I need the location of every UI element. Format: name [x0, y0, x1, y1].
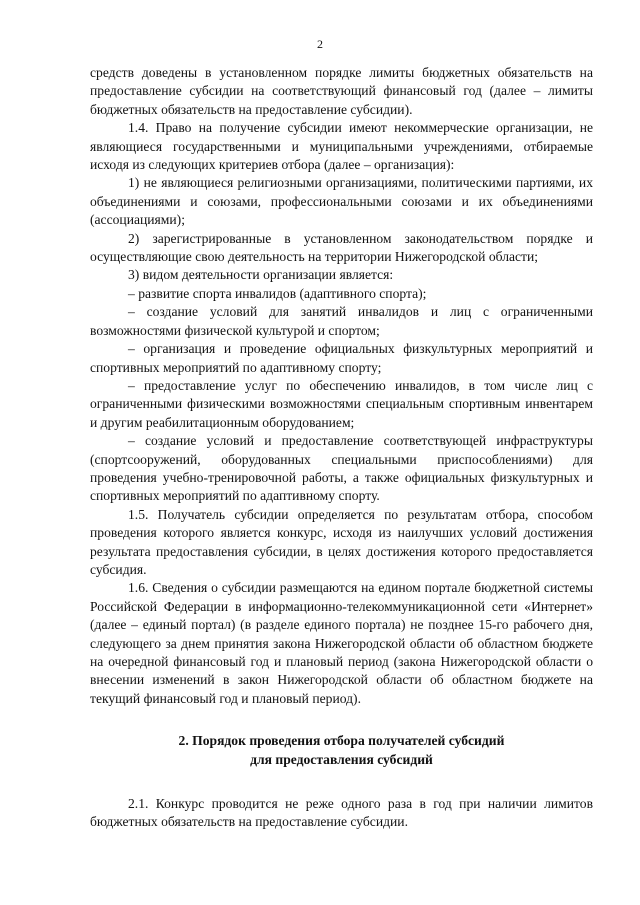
document-body	[90, 64, 593, 832]
page-number: 2	[317, 37, 323, 51]
criterion-3: 3) видом деятельности организации является:	[128, 267, 394, 283]
activity-item-5: – создание условий и предоставление соответствующей инфраструктуры (спортсооружений, оборудованных специальными приспособлениями) для проведения учебно-тренировочной работы, а также официальных физкультурных и спортивных мероприятий по адаптивному спорту.	[90, 433, 593, 504]
section-heading-line-2: для предоставления субсидий	[250, 751, 433, 767]
criterion-1: 1) не являющиеся религиозными организациями, политическими партиями, их объединениями и союзами, профессиональными союзами и их объединениями (ассоциациями);	[90, 175, 593, 228]
section-heading-line-1: 2. Порядок проведения отбора получателей субсидий	[178, 733, 505, 749]
activity-item-3: – организация и проведение официальных физкультурных мероприятий и спортивных мероприятий по адаптивному спорту;	[90, 341, 593, 375]
activity-item-2: – создание условий для занятий инвалидов и лиц с ограниченными возможностями физической культурой и спортом;	[90, 304, 593, 338]
criterion-2: 2) зарегистрированные в установленном законодательством порядке и осуществляющие свою деятельность на территории Нижегородской области;	[90, 230, 593, 265]
paragraph-continuation: средств доведены в установленном порядке лимиты бюджетных обязательств на предоставление субсидии на соответствующий финансовый год (далее – лимиты бюджетных обязательств на предоставление субсидии).	[90, 65, 593, 117]
activity-item-1: – развитие спорта инвалидов (адаптивного спорта);	[128, 285, 427, 301]
paragraph-1-5: 1.5. Получатель субсидии определяется по результатам отбора, способом проведения которого является конкурс, исходя из наилучших условий достижения результата предоставления субсидии, в целях достижения которого предоставляется субсидия.	[90, 506, 593, 577]
paragraph-1-6: 1.6. Сведения о субсидии размещаются на едином портале бюджетной системы Российской Федерации в информационно-телекоммуникационной сети «Интернет» (далее – единый портал) (в разделе единого портала) не позднее 15-го рабочего дня, следующего за днем принятия закона Нижегородской области об областном бюджете на очередной финансовый год и плановый период (закона Нижегородской области о внесении изменений в закон Нижегородской области об областном бюджете на текущий финансовый год и плановый период).	[90, 580, 593, 706]
paragraph-1-4: 1.4. Право на получение субсидии имеют некоммерческие организации, не являющиеся государственными и муниципальными учреждениями, отбираемые исходя из следующих критериев отбора (далее – организация):	[90, 120, 593, 173]
section-heading	[90, 732, 593, 769]
activity-item-4: – предоставление услуг по обеспечению инвалидов, в том числе лиц с ограниченными физическими возможностями специальным спортивным инвентарем и другим реабилитационным оборудованием;	[90, 377, 593, 430]
paragraph-2-1: 2.1. Конкурс проводится не реже одного раза в год при наличии лимитов бюджетных обязательств на предоставление субсидии.	[90, 796, 593, 830]
